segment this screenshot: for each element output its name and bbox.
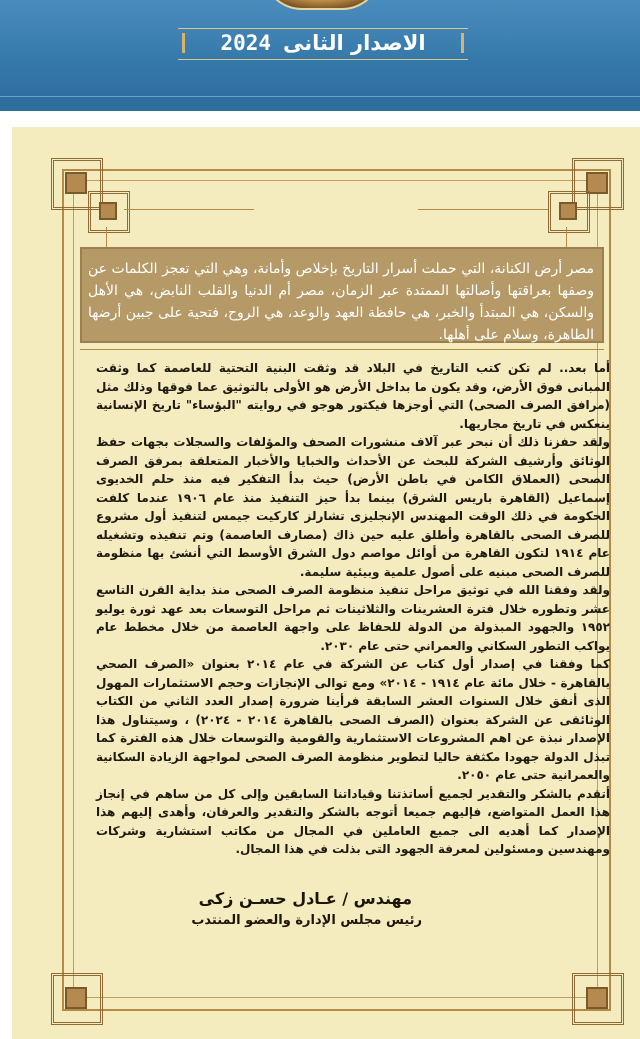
frame-rule-top-left [124, 209, 254, 210]
intro-divider [80, 349, 604, 350]
edition-label: الاصدار الثانى [283, 31, 426, 55]
edition-title [180, 27, 466, 59]
signature-block [162, 887, 422, 931]
body-paragraph-2: ولقد حفزنا ذلك أن نبحر عبر آلاف منشورات الصحف والمؤلفات والسجلات بجهات حفظ الوثائق وأرشيف الشركة للبحث عن الأحداث والخبايا والأخبار المتعلقة بمرفق الصرف الصحى (العملاق الكامن في باطن الأرض) حيث بدأ التفكير فيه منذ حلم الخديوى إسماعيل (القاهرة باريس الشرق) بينما بدأ حيز التنفيذ منذ عام ١٩٠٦ عندما كلفت الحكومة في ذلك الوقت المهندس الإنجليزى تشارلز كاركيت جيمس لتنفيذ أول مشروع للصرف الصحى بالقاهرة وأطلق عليه حين ذاك (مصارف العاصمة) وتم تنفيذه وتشغيله عام ١٩١٤ لتكون القاهرة من أوائل مواصم دول الشرق الأوسط التي أنشئ بها منظومة للصرف الصحى مبنيه على أصول علمية وبيئية سليمة. [96, 435, 610, 579]
frame-stem-right [566, 227, 567, 249]
body-paragraph-4: كما وفقنا في إصدار أول كتاب عن الشركة في عام ٢٠١٤ بعنوان «الصرف الصحي بالقاهرة - خلال مائة عام ١٩١٤ - ٢٠١٤» ومع توالى الإنجازات وحجم الاستثمارات المهول الذى أنفق خلال السنوات العشر السابقة فرأينا ضرورة إصدار العدد الثاني من الكتاب الوثائقى عن الشركة بعنوان (الصرف الصحى بالقاهرة ٢٠١٤ - ٢٠٢٤) ، وسيتناول هذا الإصدار نبذة عن اهم المشروعات الاستثمارية والقومية والتوسعات خلال هذه الفترة كما تبذل الدولة جهودا مكثفة حاليا لتطوير منظومة الصرف الصحى لمواجهة الزيادة السكانية والعمرانية حتى عام ٢٠٥٠. [96, 657, 611, 782]
signatory-title: رئيس مجلس الإدارة والعضو المنتدب [191, 913, 422, 928]
frame-rule-top-right [418, 209, 548, 210]
edition-year: 2024 [220, 31, 272, 55]
intro-text: مصر أرض الكنانة، التي حملت أسرار التاريخ بإخلاص وأمانة، وهي التي تعجز الكلمات عن وصفها بعراقتها وأصالتها الممتدة عبر الزمان، مصر أم الدنيا والقلب النابض، هي الأهل والسكن، هي المبتدأ والخبر، هي حافظة العهد والوعد، هي الروح، فتحية على جبين أرضها الطاهرة، وسلام على أهلها. [88, 261, 594, 343]
frame-corner-bottom-left [51, 973, 103, 1025]
frame-ornament-right [548, 191, 590, 233]
header-ornament [262, 0, 382, 10]
frame-stem-left [106, 227, 107, 249]
frame-ornament-left [88, 191, 130, 233]
intro-box [80, 247, 604, 343]
frame-corner-bottom-right [572, 973, 624, 1025]
header-bottom-strip [0, 96, 640, 111]
page-header-banner [0, 0, 640, 110]
body-paragraph-5: أتقدم بالشكر والتقدير لجميع أساتذتنا وقياداتنا السابقين وإلى كل من ساهم في إنجاز هذا العمل المتواضع، فإليهم جميعا أتوجه بالشكر والتقدير والعرفان، وأهدى إليهم هذا الإصدار كما أهديه الى جميع العاملين في المجال من مكاتب استشارية وشركات ومهندسين ومسئولين لمعرفة الجهود التى بذلت في هذا المجال. [96, 786, 610, 856]
body-paragraph-1: أما بعد.. لم تكن كتب التاريخ في البلاد قد وثقت البنية التحتية للعاصمة كما وثقت المبانى فوق الأرض، وقد يكون ما بداخل الأرض هو الأولى بالتوثيق عما فوقها وذلك مثل (مرافق الصرف الصحى) التي أوجزها فيكتور هوجو في روايته "البؤساء" تاريخ الإنسانية ينعكس في تاريخ مجاريها. [96, 361, 610, 431]
body-paragraph-3: ولقد وفقنا الله في توثيق مراحل تنفيذ منظومة الصرف الصحى منذ بداية القرن التاسع عشر وتطوره خلال فترة العشرينات والثلاثينات ثم مراحل التوسعات بعد عهد ثورة يوليو ١٩٥٢ والجهود المبذولة من الدولة للحفاظ على واجهة العاصمة من خلال مخطط عام يواكب التطور السكاني والعمراني حتى عام ٢٠٣٠. [96, 583, 610, 653]
letter-body [96, 359, 610, 859]
letter-page [12, 127, 640, 1039]
signatory-name: مهندس / عـادل حسـن زكى [198, 889, 412, 908]
